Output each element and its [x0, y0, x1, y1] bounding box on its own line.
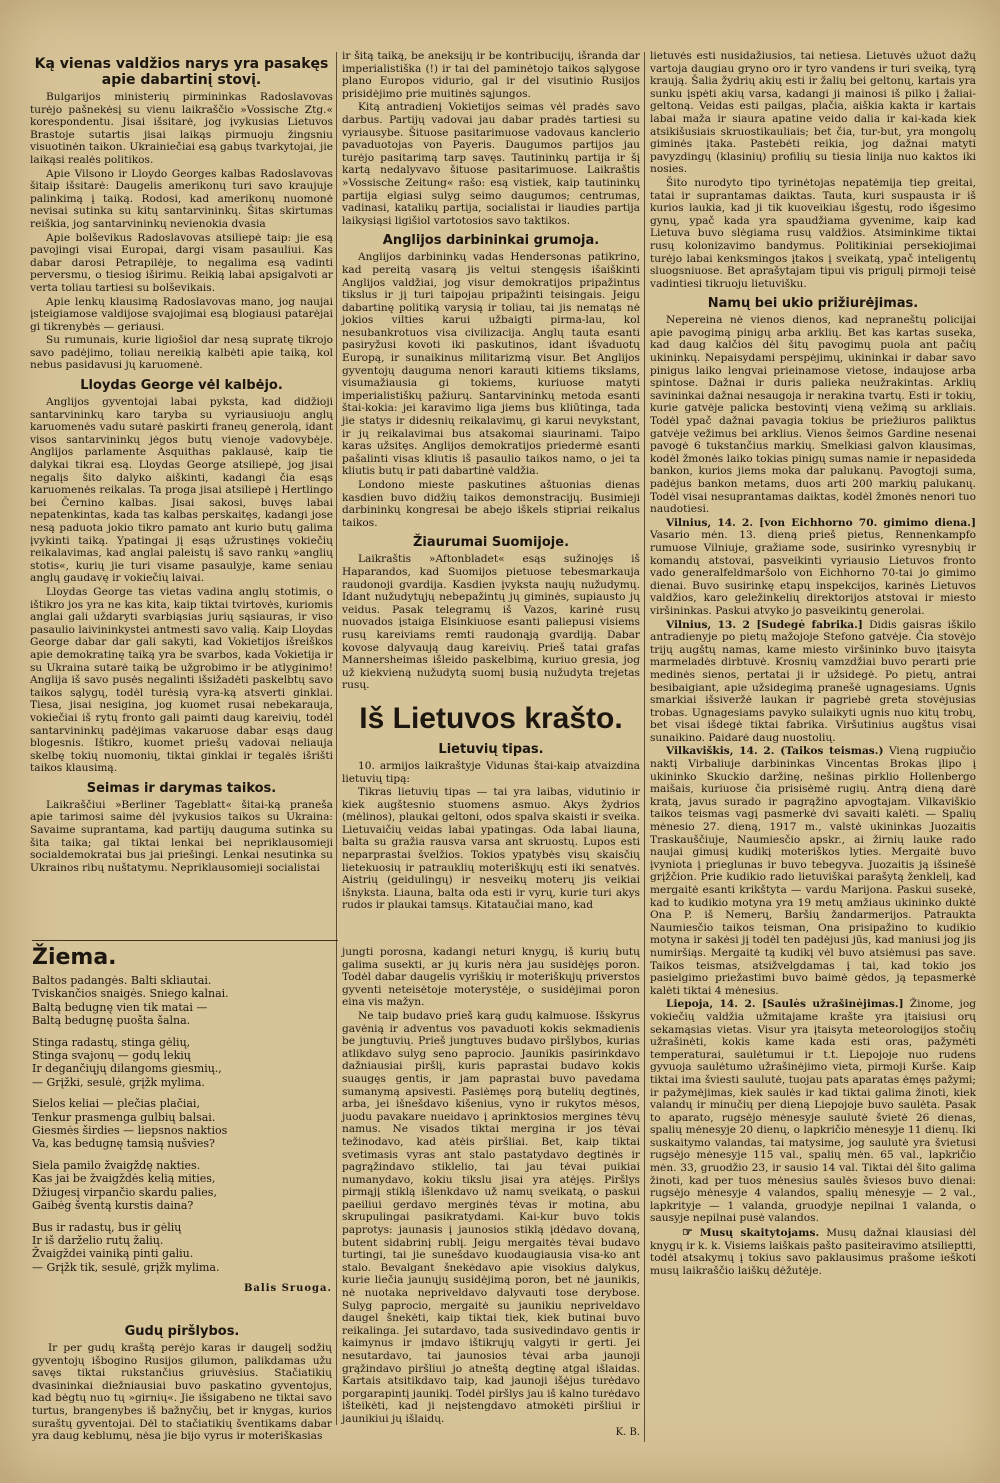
- article-paragraph: [650, 745, 976, 997]
- poem-line: Tviskančios snaigės. Sniego kalnai.: [32, 987, 229, 1001]
- article-paragraph: [650, 517, 976, 618]
- article-heading: Namų bei ukio prižiurėjimas.: [707, 296, 919, 312]
- poem-line: Stinga svajonų — godų lekių: [32, 1049, 191, 1063]
- poem-line: Žvaigždei vainiką pinti galiu.: [32, 1247, 194, 1261]
- article-heading: Lietuvių tipas.: [438, 741, 544, 757]
- dateline-text: Žinome, jog vokiečių valdžia užmitajame krašte yra įtaisiusi orų sekamąsias vietas. Visur yra įtaisyta meteorologijos stočių užrašinėti, kokis kame kada esti oras, pažymėti temperaturai, saulėtumui ir t.t. Liepojoje nuo rudens gyvuoja saulėtumo užrašinėjimo vieta, pirmoji Kurše. Kaip tiktai ima šviesti saulutė, tuojau pats aparatas ėmęs pažymi; ir pažymėjimas, kiek saulės ir kad tiktai galima žinoti, kiek valandų ir minučių per dieną Liepojoje buvo saulėta. Pasak to aparato, rugsėjo mėnesyje saulutė švietė 26 dienas, spalių mėnesyje 20 dienų, o lapkričio mėnesyje 11 dienų. Iki suskaitymo valandas, tai matysime, jog saulutė yra švietusi rugsėjo mėnesyje 115 val., spalių mėn. 65 val., lapkričio mėn. 33, gruodžio 23, ir sausio 14 val. Tiktai dėl šito galima žinoti, kad per tuos mėnesius saulės šviesos buvo dienai: rugsėjo mėnesyje 4 valandos, spalių mėnesyje — 2 val., lapkrityje — 1 valanda, gruodyje nepilnai 1 valanda, o sausyje nepilnai pusė valandos.: [650, 998, 976, 1225]
- story-signature: K. B.: [615, 1426, 640, 1438]
- poem-block: [32, 945, 332, 1295]
- section-rule: [32, 940, 338, 941]
- article-paragraph: Laikraščiui »Berliner Tageblatt« šitai-ką praneša apie tarimosi saime dėl įvykusios taikos su Ukraina: Savaime suprantama, kad partijų dauguma sutinka su šita taika; gal tiktai lenkai bei nepriklausomieji socialdemokratai bus jai priešingi. Lenkai nesutinka su Ukrainos ribų nuštatymu. Nepriklausomieji socialistai: [30, 798, 333, 874]
- dateline: Vilnius, 13. 2 [Sudegė fabrika.]: [666, 618, 863, 631]
- story-paragraph: Ne taip budavo prieš karą gudų kalmuose. Išskyrus gavėnią ir adventus vos pavaduoti kokis sekmadienis be jungtuvių. Prieš jungtuves budavo piršlybos, kurias atlikdavo sulyg seno paprocio. Jaunikis pasirinkdavo dažniausiai piršlį, kuris paprastai budavo kokis suaugęs gentis, ir jam paprastai buvo pavedama sumanymą apsivesti. Pasiėmęs porą butelių degtinės, arba, jei išnešdavo kišenius, vyno ir rukytos mėsos, juodu pavakare nueidavo į aprinktosios mergines tėvų namus. Ne visados tiktai mergina ir jos tėvai težinodavo, kad atėis piršliai. Bet, kaip tiktai svetimasis vyras ant stalo pastatydavo degtinės ir pagrąžindavo stiklelio, tai jau tėvai puikiai numanydavo, kokiu tikslu jisai yra atėjęs. Piršlys pirmąjį stiklą išlenkdavo už namų sveikatą, o paskui paeiliui gerdavo merginės tėvas ir motina, abu skrupulingai pasikratydami. Kai-kur buvo tokis paprotys: jaunasis į jaunosios stiklą įdėdavo dovaną, butent sidabrinį rublį. Jeigu mergaitės tėvai budavo turtingi, tai jie sunešdavo kuodaugiausia visa-ko ant stalo. Bevalgant šnekėdavo apie visokius dalykus, kurie liečia jaunųjų susidėjimą poron, bet nė jaunikis, nė nuotaka nepriveldavo dalyvauti tose derybose. Sulyg paprocio, mergaitė su jaunikiu nepriveldavo daugel šnekėti, kaip tiktai tiek, kiek butinai buvo reikalinga. Jei sutardavo, tada susivedindavo gentis ir kaimynus ir įmdavo ištikrųjų valgyti ir gerti. Jei nesutardavo, tai jaunosios tėvai arba jaunoji grąžindavo piršliui jo atneštą degtinę atgal išlaidas. Kartais atsitikdavo taip, kad jaunoji išėjus turėdavo porgarapintį jaunikį. Todėl piršlys jau iš kalno turėdavo išteikėti, kad ji neįstengdavo atmokėti piršliui ir jaunikiui jų išlaidų.: [342, 1009, 640, 1425]
- article-paragraph: ir šitą taiką, be aneksijų ir be kontribucijų, išranda dar imperialistiška (!) ir tai del paminėtojo taikos sąlygose plano Europos vidurio, gal ir del visutinio Rusijos prisidėjimo prie muitinės sąjungos.: [342, 50, 640, 100]
- poem-stanzas: [32, 974, 332, 1296]
- article-paragraph: [650, 998, 976, 1225]
- poem-stanza: [32, 1036, 332, 1090]
- column-rule-2: [644, 52, 645, 1442]
- poem-line: Ir iš darželio rutų žalių.: [32, 1233, 164, 1247]
- dateline: Vilnius, 14. 2. [von Eichhorno 70. gimimo diena.]: [666, 516, 976, 529]
- column-3: [650, 50, 976, 1440]
- story-paragraph: jungti porosna, kadangi neturi knygų, iš kurių butų galima susekti, ar jų kuris nėra jau susidėjęs poron. Todėl dabar daugelis vyriškių ir moteriškųjų priverstos gyventi neteisėtoje moterystėje, o susidėjimai poron eina vis mažyn.: [342, 946, 640, 1009]
- column-1: [30, 50, 333, 936]
- story-paragraph: Ir per gudų kraštą perėjo karas ir daugelį sodžių gyventojų išbogino Rusijos gilumon, palikdamas užu savęs tiktai rukstančius griuvėsius. Stačiatikių dvasininkai diežniausiai buvo paskatino gyventojus, kad bėgtų nuo tų »girnių«. Jie išsigabeno ne tiktai savo turtus, brangenybes iš bažnyčių, bet ir knygas, kurios suraštų gyventojai. Dėl to stačiatikių šventikams dabar yra daug keblumų, nėsa jie bijo vyrus ir moteriškasias: [32, 1342, 332, 1443]
- article-paragraph: 10. armijos laikraštyje Vidunas štai-kaip atvaizdina lietuvių tipą:: [342, 759, 640, 785]
- dateline: Liepoja, 14. 2. [Saulės užrašinėjimas.]: [666, 998, 904, 1011]
- poem-line: Tenkur prasmenga gulbių balsai.: [32, 1110, 216, 1124]
- article-heading: Anglijos darbininkai grumoja.: [382, 233, 600, 249]
- poem-line: Baltą bedugnę vien tik matai —: [32, 1000, 208, 1014]
- poem-line: — Grįžki, sesulė, grįžk mylima.: [32, 1075, 205, 1089]
- poem-line: Va, kas bedugnę tamsią nušvies?: [32, 1137, 215, 1151]
- article-paragraph: [650, 619, 976, 745]
- dateline-text: Didis gaisras iškilo antradienyje po pietų mažojoje Stefono gatvėje. Čia stovėjo trijų augštų namas, kame miesto viršininko buvo įtaisyta marmeladės dirbtuvė. Krosnių vamzdžiai buvo perarti prie medinės sienos, pertatai ji ir užsidegė. Po pietų, antrai besibaigiant, apie užsidegimą pranešė ugnagesiams. Ugnis smarkiai išsiveržė laukan ir pagriebė greta stovėjusias trobas. Ugnagesiams pavyko sulaikyti ugnis nuo kitų trobų, bet visai išdegė tiktai fabrika. Viršutinius augštus visai sunaikino. Paidarė daug nuostolių.: [650, 618, 977, 744]
- poem-stanza: [32, 974, 332, 1028]
- notice-text: Musų dažnai klausiasi dėl knygų ir k. k. Visiems laiškais pašto pasiteiravimo atsilieptti, todėl atsakymų į tokius savo paklausimus prašome ieškoti musų laikraščio laiškų dėžutėje.: [650, 1227, 976, 1277]
- column-rule-lower: [336, 945, 337, 1425]
- article-paragraph: Kitą antradienį Vokietijos seimas vėl pradės savo darbus. Partijų vadovai jau dabar pradės tartiesi su vyriausybe. Šituose pasitarimuose vadovaus kanclerio pavaduotojas von Payeris. Daugumos partijos jau turėjo pasitarimą tarp savęs. Tautininkų partija ir šį kartą nedalyvavo šituose pasitarimuose. Laikraštis »Vossische Zeitung« rašo: esą vistiek, kaip tautininkų partija elgiasi sulyg seimo daugumos; centrumas, vadinasi, katalikų partija, socialistai ir liaudies partija laikysiąsi ligišiol vartotosios savo taktikos.: [342, 101, 640, 227]
- notice-paragraph: [650, 1226, 976, 1277]
- notice-title: Musų skaitytojams.: [699, 1227, 820, 1240]
- article-paragraph: Nepereina nė vienos dienos, kad nepraneštų policijai apie pavogimą pinigų arba arklių. Bet kas kartas suseka, kad daug kalčios dėl šitų pavogimų puola ant pačių ukininkų. Nepaisydami perspėjimų, ukininkai ir dabar savo pinigus laiko lengvai prieinamose vietose, indaujose arba spintose. Dažnai ir duris palieka neužrakintas. Arklių savininkai dažnai nesaugoja ir nerakina tvartų. Esti ir tokių, kurie gatvėje palicka bestovintį vieną vežimą su arkliais. Todėl ypač dažnai pavagia tokius be priežiuros paliktus gatvėje vežimus bei arklius. Vienos šeimos Gardine nesenai pavogė 6 tukstančius markių. Smelkiasi galvon klausimas, kodėl žmonės laiko tokias pinigų sumas namie ir nepasideda bankon, kurios jiems moka dar palukanų. Pavogtoji suma, padėjus bankon metams, duos arti 200 markių palukanų. Todėl visai nesuprantamas daiktas, kodėl žmonės nenori tuo naudotiesi.: [650, 314, 976, 516]
- poem-line: Sielos keliai — plečias plačiai,: [32, 1097, 200, 1111]
- poem-author: Balis Sruoga.: [243, 1283, 332, 1295]
- poem-line: Bus ir radastų, bus ir gėlių: [32, 1220, 182, 1234]
- article-heading: Lloydas George vėl kalbėjo.: [80, 378, 283, 394]
- story-title: Gudų piršlybos.: [124, 1324, 240, 1339]
- article-paragraph: Tikras lietuvių tipas — tai yra laibas, vidutinio ir kiek augštesnio stuomens asmuo. Akys žydrios (mėlinos), plaukai geltoni, odos spalva skaisti ir sveika. Lietuvaičių veidas labai ypatingas. Oda labai liauna, balta su gražia rausva varsa ant skruostų. Lupos esti neparprastai švelžios. Tokios ypatybės visų skaisčių lietekuosių ir patrauklių moteriškųjų esti iki senatvės. Aistrių (geidulingų) ir nesveikų moterų jis veikiai išnyksta. Liauna, balta oda esti ir vyrų, kurie turi akys rudos ir plaukai tamsųs. Kitataučiai mano, kad: [342, 786, 640, 912]
- article-paragraph: Šito nurodyto tipo tyrinėtojas nepatėmija tiep greitai, tatai ir suprantamas daiktas. Tauta, kuri suspausta ir iš kurios laukia, kad ji tik kuoveikiau išgestų, rodo išgesimo gynų, ypač kada yra spaudžiama gyvenime, kaip kad Lietuva buvo slėgiama rusų valdžios. Atsiminkime tiktai rusų kolonizavimo bandymus. Politikiniai persekiojimai turėjo labai kenksmingos įtakos į sveikatą, ypač inteligentų sluogsniuose. Bet aprašytajam tipui vis prigulį pirmoji teisė vadintiesi tikruoju lietuvišku.: [650, 176, 976, 290]
- poem-line: Ir degančiųjų dilangoms giesmių.,: [32, 1062, 222, 1076]
- article-paragraph: lietuvės esti nusidažiusios, tai netiesa. Lietuvės užuot dažų vartoja daugiau gryno oro ir tyro vandens ir turi sveiką, tyrą kraują. Šalia žydrių akių esti ir žalių bei geltonų, kartais yra sunku įspėti akių varsa, kadangi ji mainosi iš pilko į žaliai-geltoną. Veidas esti pailgas, plačia, aiškia kakta ir kartais labai maža ir siaura apatine veido dalia ir kai-kada kiek atsikišusiais skruostikauliais; bet čia, tur-but, yra mongolų giminės įtaka. Pastebėti reikia, jog dažnai matyti pavyzdingų (klasinių) profilių su tiesia linija nuo kaktos iki nosies.: [650, 50, 976, 176]
- story-block: [32, 1318, 332, 1443]
- dateline: Vilkaviškis, 14. 2. (Taikos teismas.): [666, 745, 884, 758]
- poem-line: Gaibėg šventą kurstis daina?: [32, 1199, 194, 1213]
- section-title: Iš Lietuvos krašto.: [359, 701, 623, 735]
- poem-stanza: [32, 1097, 332, 1151]
- poem-stanza: [32, 1221, 332, 1275]
- article-paragraph: Su rumunais, kurie ligiošiol dar nesą supratę tikrojo savo padėjimo, toliau nereikią kalbėti apie taiką, kol nebus pasidavusi jų karuomenė.: [30, 334, 333, 372]
- poem-line: — Grįžk tik, sesulė, grįžk mylima.: [32, 1260, 220, 1274]
- article-paragraph: Apie bolševikus Radoslavovas atsiliepė taip: jie esą pavojingi visai Europai, dargi visam pasauliui. Kas dabar darosi Petrapilėje, to negalima esą vadinti perversmu, o tiesiog iširimu. Reikią labai apsigalvoti ar verta toliau tartiesi su bolševikais.: [30, 231, 333, 294]
- poem-line: Stinga radastų, stinga gėlių,: [32, 1035, 191, 1049]
- article-paragraph: Anglijos gyventojai labai pyksta, kad didžioji santarvininkų karo taryba su vyriausiuoju anglų karuomenės vadu sutarė paskirti franeų generolą, idant visos santarvininkų jėgos butų vienoje vadovybėje. Anglijos parlamente Asquithas paklausė, kaip tie dalykai tikrai esą. Lloydas George atsiliepė, jog jisai negalįs šito dalyko aiškinti, kadangi čia esąs karuomenės reikalas. Ta proga jisai atsiliepė į Hertlingo bei Černino kalbas. Jisai sakosi, buvęs labai nepatenkintas, kada tas kalbas perskaitęs, kadangi jose nesą paduota jokio tikro pamato ant kurio butų galima įvykinti taiką. Ypatingai jį esąs užrustinęs vokiečių reikalavimas, kad anglai paleistų iš savo rankų »anglių stotis«, kurių jie turi visame pasaulyje, kame seniau anglų gaudavę ir vokiečių laivai.: [30, 396, 333, 585]
- poem-line: Baltos padangės. Balti skliautai.: [32, 974, 212, 987]
- article-paragraph: Londono mieste paskutines aštuonias dienas kasdien buvo didžių taikos demonstracijų. Busimieji darbininkų kongresai be abejo iškels stipriai reikalus taikos.: [342, 479, 640, 529]
- article-heading: Seimas ir darymas taikos.: [86, 780, 277, 796]
- column-2: [342, 50, 640, 940]
- article-paragraph: Apie Vilsono ir Lloydo Georges kalbas Radoslavovas šitaip išsitarė: Daugelis amerikonų turi savo kraujuje palinkimą į taiką. Rodosi, kad amerikonų nuomonė nevisai sutinka su kitų santarvininkų. Šitas skirtumas reiškia, jog santarvininkų nevienokia dvasia: [30, 167, 333, 230]
- poem-line: Kas jai be žvaigždės kelią mities,: [32, 1172, 216, 1186]
- dateline-text: Vieną rugpiučio naktį Virbaliuje darbininkas Vincentas Brokas įlipo į ukininko Skuckio daržinę, nešinas pirklio Hollenbergo maišais, kuriuose čia prisisėmė rugių. Antrą dieną darė kratą, javus surado ir pagrąžino apvogtajam. Vilkaviškio taikos teismas vagį pasmerkė dvi savaiti kalėti. — Spalių mėnesio 27. dieną, 1917 m., valstė ukininkas Juozaitis Traskauščiuje, Naumiesčio apskr., ai žirnių lauke rado naujai gimusį kudikį moteriškos lyties. Mergaitė buvo įvyniota į prieglunas ir buvo tebegyva. Juozaitis ją išsinešė grįžčion. Prie kudikio rado lietuviškai parašytą ženklelį, kad mergaitė esanti krikštyta — vardu Marijona. Paskui susekė, kad to kudikio motyna yra 19 metų amžiaus ukininko duktė Ona P. iš Nemerų, Baršių žandarmerijos. Patraukta Naumiesčio taikos teisman, Ona prisipažino to kudikio motyna ir sakėsi jį todėl ten padėjusi jūs, kad maniusi jog jis numiršiąs. Mergaitė tą kudikį vėl buvo atsiėmusi pas save. Taikos teismas, atsižvelgdamas į tai, kad tokio jos pasielgimo priežastimi buvo baimė gėdos, ją tepasmerkė kalėti tiktai 4 mėnesius.: [650, 745, 976, 997]
- story-continued: [342, 946, 640, 1438]
- article-paragraph: Laikraštis »Aftonbladet« esąs sužinojęs iš Haparandos, kad Suomijos pietuose tebesmarkauja raudonoji gvardija. Kasdien įvyksta naujų nužudymų. Idant nužudytųjų nebepažintų jų giminės, supiausto jų veidus. Pasak telegramų iš Vazos, karinė rusų nuovados įstaiga Elsinkiuose esanti paliepusi visiems rusų kareiviams remti raudonąją gvardiją. Dabar kovose dalyvaują daug kareivių. Prieš tatai grafas Mannersheimas išleido paskelbimą, kuriuo gresia, jog už kiekvieną nužudytą suomį busią nužudyta trejetas rusų.: [342, 553, 640, 692]
- poem-line: Giesmės širdies — liepsnos naktios: [32, 1124, 228, 1138]
- article-paragraph: Anglijos darbininkų vadas Hendersonas patikrino, kad pereitą vasarą jis veltui stengęsis išaiškinti Anglijos valdžiai, jog visur demokratijos pripažintus tikslus ir jį turi taipojau pripažinti teisingais. Jeigu dabartinę politiką varysią ir toliau, tai jis nematąs nė jokios vilties karui užbaigti pirma-lau, kol nesubankrotuos visa civilizacija. Anglų tauta esanti pasiryžusi kovoti iki paskutinos, idant išvaduotų Europą, ir sunaikinus militarizmą visur. Bet Anglijos gyventojų dauguma nenori karauti kitiems tikslams, visumažiausia gi tokiems, kuriuose matyti imperialistiškų pažiurų. Santarvininkų metoda esanti štai-kokia: jei karavimo liga jiems bus kliūtinga, tada jie statys ir didesnių reikalavimų, gi karui nevykstant, ir jų reikalavimai bus atsakomai siaurinami. Taipo karas užsitęs. Anglijos demokratijos priedermė esanti pašalinti visas kliutis iš pasaulio taikos namo, o jei ta kliutis butų ir pati dabartinė valdžia.: [342, 251, 640, 478]
- poem-line: Džiugesį virpančio skardu palies,: [32, 1185, 217, 1199]
- article-heading: Žiaurumai Suomijoje.: [412, 535, 570, 551]
- poem-stanza: [32, 1159, 332, 1213]
- poem-title: Žiema.: [32, 945, 117, 970]
- article-heading: Ką vienas valdžios narys yra pasakęs apie dabartinį stovį.: [34, 56, 329, 88]
- poem-line: Siela pamilo žvaigždę nakties.: [32, 1158, 201, 1172]
- article-paragraph: Lloydas George tas vietas vadina anglų stotimis, o ištikro jos yra ne kas kita, kaip tiktai tvirtovės, kuriomis anglai gali uždaryti svarbiąsias jurių sąsiauras, ir viso pasaulio laivininkystei antmesti savo valią. Kaip Lloydas George dabar dar gali sakyti, kad Vokietijos išreiškos apie demokratinę taiką yra be svarbos, kada Vokietija ir su Ukraina sutarė taiką be užgrobimo ir be atlyginimo! Anglija iš savo pusės negalinti išsižadėti paskelbtų savo taikos sąlygų, todėl turėsią vyra-ką atsverti ginklai. Tiesa, jisai nesigina, jog kuomet rusai nebekarauja, vokiečiai iš rytų fronto gali paimti daug kareivių, todėl santarvininkų padėjimas vakaruose dabar esąs daug blogesnis. Ištikro, kuomet priešų vadovai neliauja skelbę tokių nuomonių, tiktai ginklai ir tegalės išrišti taikos klausimą.: [30, 585, 333, 775]
- dateline-text: Vasario mėn. 13. dieną prieš pietus, Rennenkampfo rumuose Vilniuje, gražiame sode, susirinko vyresnybių ir komandų atstovai, pasveikinti vyriausio Lietuvos fronto vado generalfeldmaršolo von Eichhorno 70-tai jo gimimo dienai. Buvo susirinkę etapų inspekcijos, karinės Lietuvos valdžios, karo geležinkelių direktorijos atstovai ir miesto viršininkas. Paskui atvyko jo pasveikintų generolai.: [650, 529, 976, 617]
- article-paragraph: Bulgarijos ministerių pirmininkas Radoslavovas turėjo pašnekėsį su vienu laikraščio »Vossische Ztg.« korespondentu. Jisai išsitarė, jog įvykusias Lietuvos Brastoje sutartis jisai laikąs pirmuoju žingsniu visuotinėn taikon. Ukrainiečiai esą gabųs tvarkytojai, jie laikąsi realės politikos.: [30, 91, 333, 166]
- pointing-hand-icon: ☞: [682, 1225, 693, 1240]
- article-paragraph: Apie lenkų klausimą Radoslavovas mano, jog naujai įsteigiamose valdijose svajojimai esą blogiausi patarėjai gi tikrenybės — geriausi.: [30, 295, 333, 333]
- poem-line: Baltą bedugnę puošta šalna.: [32, 1014, 191, 1028]
